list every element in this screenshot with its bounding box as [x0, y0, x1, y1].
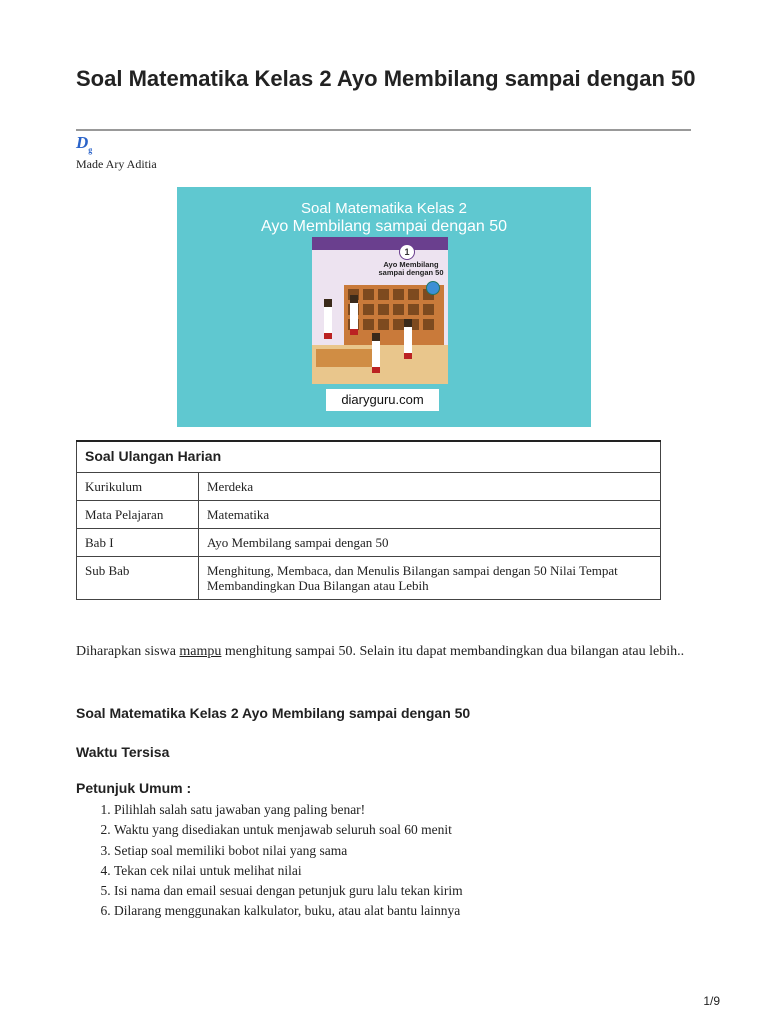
list-item: 3. Setiap soal memiliki bobot nilai yang sama: [114, 841, 714, 861]
row-value: Ayo Membilang sampai dengan 50: [199, 529, 661, 557]
list-item: 1. Pilihlah salah satu jawaban yang paling benar!: [114, 800, 714, 820]
book-header-band: [312, 237, 448, 250]
row-value-line: Menghitung, Membaca, dan Menulis Bilangan sampai dengan 50 Nilai Tempat: [207, 563, 618, 578]
row-value: [199, 557, 661, 600]
row-value: Matematika: [199, 501, 661, 529]
globe-illustration: [426, 281, 440, 295]
table-row: [77, 557, 661, 600]
intro-text: menghitung sampai 50. Selain itu dapat membandingkan dua bilangan atau lebih..: [221, 644, 685, 659]
row-key: Mata Pelajaran: [77, 501, 199, 529]
info-table: [76, 440, 661, 600]
row-value-line: Membandingkan Dua Bilangan atau Lebih: [207, 578, 429, 593]
table-row: [77, 501, 661, 529]
intro-text: Diharapkan siswa: [76, 644, 180, 659]
row-key: Kurikulum: [77, 473, 199, 501]
cover-image: [177, 187, 591, 427]
table-header: Soal Ulangan Harian: [77, 441, 661, 473]
list-item: 6. Dilarang menggunakan kalkulator, buku, atau alat bantu lainnya: [114, 901, 714, 921]
title-divider: [76, 129, 691, 131]
logo-sub: g: [88, 145, 93, 155]
student-figure: [350, 295, 358, 335]
timer-label: Waktu Tersisa: [76, 744, 170, 760]
table-header-row: [77, 441, 661, 473]
section-title: Soal Matematika Kelas 2 Ayo Membilang sampai dengan 50: [76, 705, 471, 721]
list-item: 2. Waktu yang disediakan untuk menjawab seluruh soal 60 menit: [114, 820, 714, 840]
row-key: Bab I: [77, 529, 199, 557]
site-logo[interactable]: [76, 133, 92, 154]
intro-paragraph: [76, 641, 691, 663]
book-title: Ayo Membilang sampai dengan 50: [378, 260, 444, 277]
intro-underlined-word: mampu: [179, 644, 222, 659]
list-item: 5. Isi nama dan email sesuai dengan petunjuk guru lalu tekan kirim: [114, 881, 714, 901]
row-value: Merdeka: [199, 473, 661, 501]
student-figure: [372, 333, 380, 373]
list-item: 4. Tekan cek nilai untuk melihat nilai: [114, 861, 714, 881]
student-figure: [324, 299, 332, 339]
page-number: 1/9: [703, 994, 720, 1008]
instructions-list: [76, 800, 714, 922]
cover-title-line-1: Soal Matematika Kelas 2: [301, 200, 467, 217]
desk-illustration: [316, 349, 374, 367]
row-key: Sub Bab: [77, 557, 199, 600]
author-name: Made Ary Aditia: [76, 157, 157, 171]
logo-letter: D: [76, 133, 89, 152]
site-watermark: diaryguru.com: [326, 389, 439, 411]
book-number-badge: 1: [399, 244, 415, 260]
instructions-heading: Petunjuk Umum :: [76, 780, 192, 796]
page-title: Soal Matematika Kelas 2 Ayo Membilang sampai dengan 50: [76, 66, 696, 91]
table-row: [77, 529, 661, 557]
table-row: [77, 473, 661, 501]
textbook-illustration: [312, 237, 448, 384]
student-figure: [404, 319, 412, 359]
cover-title-line-2: Ayo Membilang sampai dengan 50: [260, 218, 508, 235]
